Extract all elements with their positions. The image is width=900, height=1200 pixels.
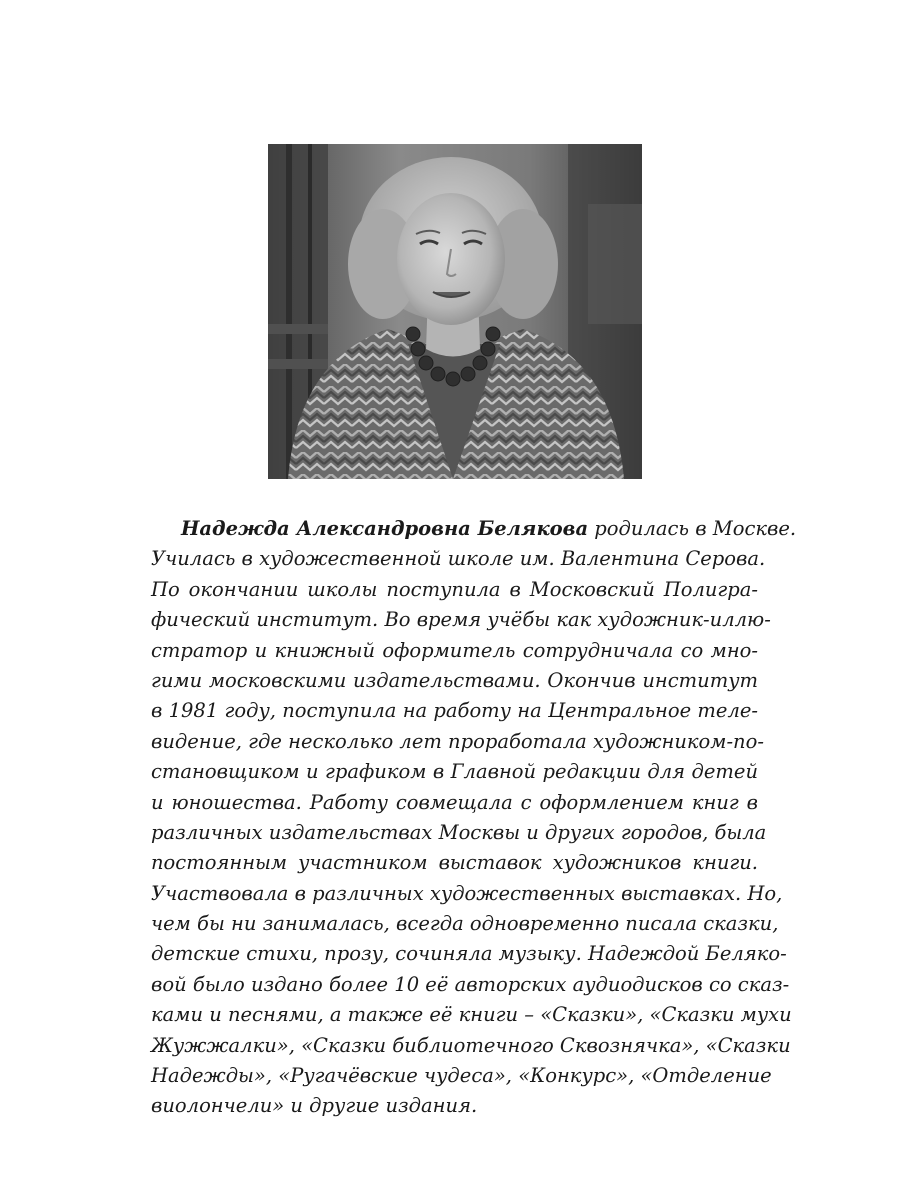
author-biography bbox=[151, 514, 797, 1122]
bio-line: виолончели» и другие издания. bbox=[151, 1094, 478, 1118]
bio-line: и юношества. Работу совмещала с оформлением книг в bbox=[151, 790, 758, 814]
author-name: Надежда Александровна Белякова bbox=[181, 517, 589, 540]
bio-line: По окончании школы поступила в Московский Полигра- bbox=[151, 577, 758, 601]
bio-line: в 1981 году, поступила на работу на Центральное теле- bbox=[151, 699, 758, 723]
bio-line: гими московскими издательствами. Окончив институт bbox=[151, 668, 758, 692]
bio-line: различных издательствах Москвы и других городов, была bbox=[151, 820, 767, 844]
author-portrait-photo bbox=[268, 144, 642, 479]
bio-line: постоянным участником выставок художников книги. bbox=[151, 851, 758, 875]
bio-line: Жужжалки», «Сказки библиотечного Сквознячка», «Сказки bbox=[151, 1033, 791, 1057]
bio-line: чем бы ни занималась, всегда одновременно писала сказки, bbox=[151, 912, 779, 936]
bio-line: стратор и книжный оформитель сотрудничала со мно- bbox=[151, 638, 758, 662]
bio-line: Училась в художественной школе им. Валентина Серова. bbox=[151, 547, 766, 571]
bio-line: вой было издано более 10 её авторских аудиодисков со сказ- bbox=[151, 972, 790, 996]
bio-line: становщиком и графиком в Главной редакции для детей bbox=[151, 760, 758, 784]
bio-line: фический институт. Во время учёбы как художник-иллю- bbox=[151, 608, 771, 632]
bio-line: Надежды», «Ругачёвские чудеса», «Конкурс», «Отделение bbox=[151, 1064, 772, 1088]
bio-line: видение, где несколько лет проработала художником-по- bbox=[151, 729, 764, 753]
bio-line: ками и песнями, а также её книги – «Сказки», «Сказки мухи bbox=[151, 1003, 792, 1027]
bio-first-line-text: родилась в Москве. bbox=[588, 517, 797, 540]
bio-line bbox=[151, 514, 797, 544]
bio-line: Участвовала в различных художественных выставках. Но, bbox=[151, 881, 783, 905]
bio-line: детские стихи, прозу, сочиняла музыку. Надеждой Беляко- bbox=[151, 942, 787, 966]
